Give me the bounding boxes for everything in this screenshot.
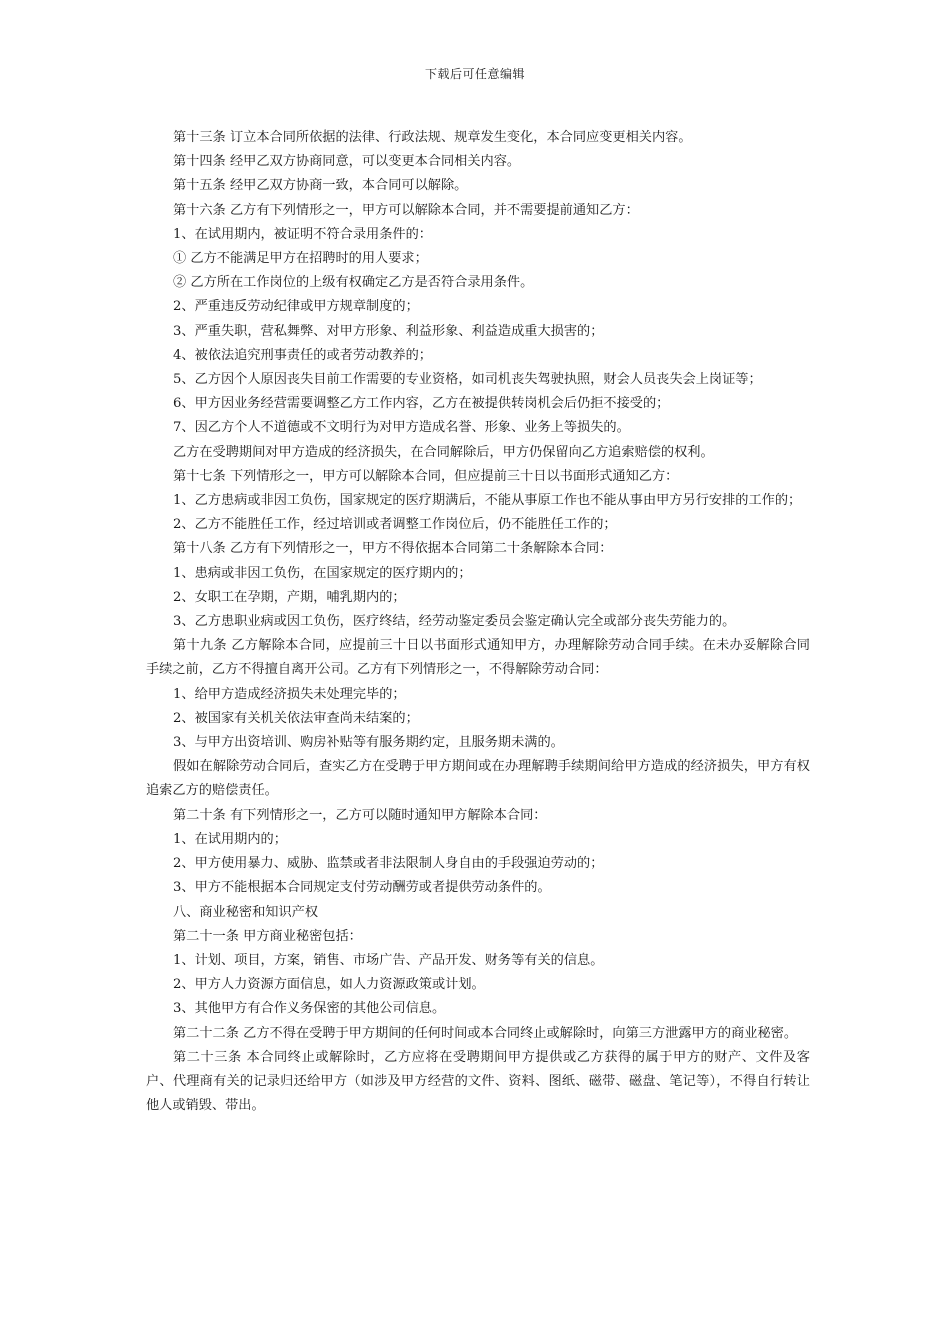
paragraph: 2、乙方不能胜任工作，经过培训或者调整工作岗位后，仍不能胜任工作的；	[173, 517, 617, 533]
paragraph: 2、甲方人力资源方面信息，如人力资源政策或计划。	[173, 977, 485, 993]
paragraph: 1、计划、项目，方案，销售、市场广告、产品开发、财务等有关的信息。	[173, 952, 604, 968]
paragraph: 假如在解除劳动合同后，查实乙方在受聘于甲方期间或在办理解聘手续期间给甲方造成的经济损失，甲方有权追索乙方的赔偿责任。	[146, 759, 810, 799]
page-header: 下载后可任意编辑	[424, 67, 525, 81]
document-body	[146, 126, 810, 1118]
paragraph: 3、甲方不能根据本合同规定支付劳动酬劳或者提供劳动条件的。	[173, 880, 551, 896]
paragraph: 1、在试用期内的；	[173, 831, 287, 847]
paragraph: 第十三条 订立本合同所依据的法律、行政法规、规章发生变化，本合同应变更相关内容。	[173, 130, 692, 145]
paragraph: 八、商业秘密和知识产权	[173, 904, 319, 920]
paragraph: 1、乙方患病或非因工负伤，国家规定的医疗期满后，不能从事原工作也不能从事由甲方另行安排的工作的；	[173, 493, 802, 509]
paragraph: 3、乙方患职业病或因工负伤，医疗终结，经劳动鉴定委员会鉴定确认完全或部分丧失劳能力的。	[173, 614, 736, 630]
paragraph: 2、严重违反劳动纪律或甲方规章制度的；	[173, 299, 419, 315]
paragraph: 6、甲方因业务经营需要调整乙方工作内容，乙方在被提供转岗机会后仍拒不接受的；	[173, 396, 670, 412]
paragraph: 第十七条 下列情形之一，甲方可以解除本合同，但应提前三十日以书面形式通知乙方：	[173, 468, 679, 484]
paragraph: 第十九条 乙方解除本合同，应提前三十日以书面形式通知甲方，办理解除劳动合同手续。在未办妥解除合同手续之前，乙方不得擅自离开公司。乙方有下列情形之一，不得解除劳动合同：	[146, 638, 810, 678]
paragraph: 2、女职工在孕期，产期，哺乳期内的；	[173, 589, 406, 605]
paragraph: 第二十三条 本合同终止或解除时，乙方应将在受聘期间甲方提供或乙方获得的属于甲方的财产、文件及客户、代理商有关的记录归还给甲方（如涉及甲方经营的文件、资料、图纸、磁带、磁盘、笔记等），不得自行转让他人或销毁、带出。	[146, 1049, 810, 1114]
paragraph: 5、乙方因个人原因丧失目前工作需要的专业资格，如司机丧失驾驶执照，财会人员丧失会上岗证等；	[173, 372, 762, 388]
paragraph: 4、被依法追究刑事责任的或者劳动教养的；	[173, 347, 432, 363]
paragraph: ② 乙方所在工作岗位的上级有权确定乙方是否符合录用条件。	[173, 275, 534, 291]
paragraph: 第十四条 经甲乙双方协商同意，可以变更本合同相关内容。	[173, 154, 521, 170]
paragraph: 第二十一条 甲方商业秘密包括：	[173, 928, 362, 944]
paragraph: ① 乙方不能满足甲方在招聘时的用人要求；	[173, 251, 428, 267]
paragraph: 1、给甲方造成经济损失未处理完毕的；	[173, 686, 406, 702]
paragraph: 第十六条 乙方有下列情形之一，甲方可以解除本合同，并不需要提前通知乙方：	[173, 202, 639, 218]
paragraph: 乙方在受聘期间对甲方造成的经济损失，在合同解除后，甲方仍保留向乙方追索赔偿的权利。	[173, 444, 714, 460]
paragraph: 1、患病或非因工负伤，在国家规定的医疗期内的；	[173, 565, 472, 581]
paragraph: 2、被国家有关机关依法审查尚未结案的；	[173, 710, 419, 726]
paragraph: 1、在试用期内，被证明不符合录用条件的：	[173, 226, 432, 242]
paragraph: 3、严重失职，营私舞弊、对甲方形象、利益形象、利益造成重大损害的；	[173, 323, 604, 339]
paragraph: 7、因乙方个人不道德或不文明行为对甲方造成名誉、形象、业务上等损失的。	[173, 420, 630, 436]
paragraph: 第二十二条 乙方不得在受聘于甲方期间的任何时间或本合同终止或解除时，向第三方泄露甲方的商业秘密。	[173, 1025, 798, 1041]
paragraph: 第十八条 乙方有下列情形之一，甲方不得依据本合同第二十条解除本合同：	[173, 541, 613, 557]
paragraph: 3、其他甲方有合作义务保密的其他公司信息。	[173, 1001, 446, 1017]
paragraph: 3、与甲方出资培训、购房补贴等有服务期约定，且服务期未满的。	[173, 735, 564, 751]
paragraph: 2、甲方使用暴力、威胁、监禁或者非法限制人身自由的手段强迫劳动的；	[173, 856, 604, 872]
paragraph: 第二十条 有下列情形之一，乙方可以随时通知甲方解除本合同：	[173, 807, 547, 823]
paragraph: 第十五条 经甲乙双方协商一致，本合同可以解除。	[173, 178, 468, 194]
